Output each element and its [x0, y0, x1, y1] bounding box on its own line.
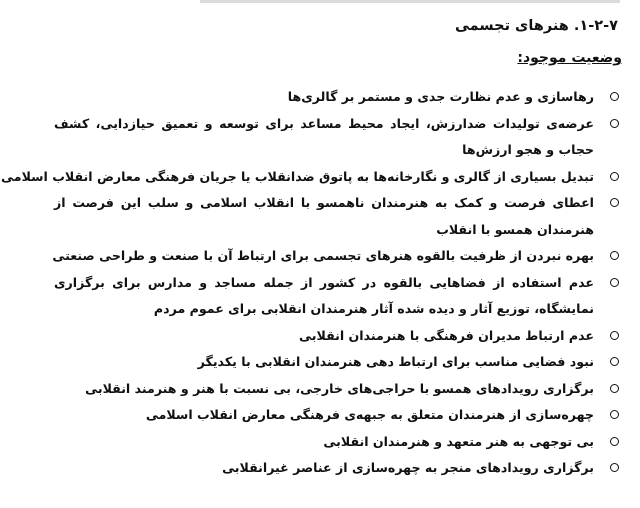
list-item — [54, 270, 622, 323]
circle-bullet-icon — [610, 410, 619, 419]
list-item — [54, 455, 622, 482]
list-item-text: بهره نبردن از ظرفیت بالقوه هنرهای تجسمی برای ارتباط آن با صنعت و طراحی صنعتی — [52, 248, 594, 263]
list-item-text: عرضه‌ی تولیدات ضدارزش، ایجاد محیط مساعد برای توسعه و تعمیق حیازدایی، کشف حجاب و هجو ارزش‌ها — [54, 115, 594, 157]
list-item-text: چهره‌سازی از هنرمندان متعلق به جبهه‌ی فرهنگی معارض انقلاب اسلامی — [145, 407, 594, 422]
circle-bullet-icon — [610, 463, 619, 472]
list-item — [54, 376, 622, 403]
circle-bullet-icon — [610, 119, 619, 128]
list-item-text: برگزاری رویدادهای منجر به چهره‌سازی از عناصر غیرانقلابی — [222, 460, 594, 475]
list-item-text: برگزاری رویدادهای همسو با حراجی‌های خارجی، بی نسبت با هنر و هنرمند انقلابی — [85, 380, 594, 396]
list-item-text: تبدیل بسیاری از گالری و نگارخانه‌ها به پاتوق ضدانقلاب یا جریان فرهنگی معارض انقلاب اسلامی — [1, 168, 594, 184]
list-item — [54, 429, 622, 456]
list-item — [54, 190, 622, 243]
circle-bullet-icon — [610, 331, 619, 340]
list-item — [54, 111, 622, 164]
list-item — [54, 243, 622, 270]
list-item — [54, 84, 622, 111]
circle-bullet-icon — [610, 384, 619, 393]
section-heading: ۱-۲-۷. هنرهای تجسمی — [454, 18, 618, 34]
list-item — [54, 323, 622, 350]
circle-bullet-icon — [610, 251, 619, 260]
list-item-text: بی توجهی به هنر متعهد و هنرمندان انقلابی — [323, 433, 594, 449]
list-item — [1, 164, 622, 191]
circle-bullet-icon — [610, 198, 619, 207]
circle-bullet-icon — [610, 437, 619, 446]
scan-edge-mark — [200, 0, 620, 3]
list-item-text: رهاسازی و عدم نظارت جدی و مستمر بر گالری‌ها — [287, 89, 594, 104]
current-status-heading: وضعیت موجود: — [517, 50, 622, 66]
list-item-text: نبود فضایی مناسب برای ارتباط دهی هنرمندان انقلابی با یکدیگر — [197, 354, 594, 369]
list-item-text: عدم ارتباط مدیران فرهنگی با هنرمندان انقلابی — [299, 327, 594, 343]
status-list — [1, 84, 622, 482]
list-item — [54, 402, 622, 429]
list-item — [54, 349, 622, 376]
circle-bullet-icon — [610, 278, 619, 287]
list-item-text: عدم استفاده از فضاهایی بالقوه در کشور از جمله مساجد و مدارس برای برگزاری نمایشگاه، توزیع آثار و دیده شده آثار هنرمندان انقلابی برای عموم مردم — [54, 274, 594, 316]
list-item-text: اعطای فرصت و کمک به هنرمندان ناهمسو با انقلاب اسلامی و سلب این فرصت از هنرمندان همسو با انقلاب — [54, 195, 594, 237]
circle-bullet-icon — [610, 357, 619, 366]
circle-bullet-icon — [610, 172, 619, 181]
circle-bullet-icon — [610, 92, 619, 101]
